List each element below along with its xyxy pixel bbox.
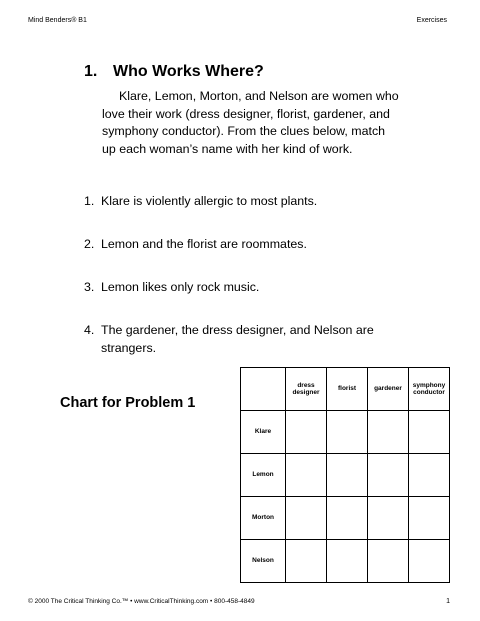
clue-number: 1. (84, 194, 95, 208)
grid-cell[interactable] (286, 411, 327, 454)
grid-row (241, 454, 450, 497)
problem-title-text: Who Works Where? (113, 63, 264, 80)
grid-row (241, 540, 450, 583)
clue-item (84, 322, 404, 357)
grid-cell[interactable] (409, 540, 450, 583)
grid-corner (241, 368, 286, 411)
grid-cell[interactable] (327, 497, 368, 540)
clue-item (84, 236, 404, 254)
row-header-nelson: Nelson (241, 540, 286, 583)
row-header-morton: Morton (241, 497, 286, 540)
grid-header-row (241, 368, 450, 411)
column-header-florist: florist (327, 368, 368, 411)
logic-grid (240, 367, 450, 583)
grid-cell[interactable] (286, 540, 327, 583)
grid-cell[interactable] (327, 454, 368, 497)
problem-intro: Klare, Lemon, Morton, and Nelson are women who love their work (dress designer, florist, gardener, and symphony conductor). From the clues below, match up each woman’s name with her kind of work. (102, 89, 399, 157)
grid-cell[interactable] (368, 411, 409, 454)
grid-cell[interactable] (327, 540, 368, 583)
clue-item (84, 193, 404, 211)
clue-text: The gardener, the dress designer, and Nelson are strangers. (101, 323, 374, 355)
row-header-klare: Klare (241, 411, 286, 454)
row-header-lemon: Lemon (241, 454, 286, 497)
clue-item (84, 279, 404, 297)
grid-row (241, 411, 450, 454)
clue-text: Lemon and the florist are roommates. (101, 237, 307, 251)
column-header-gardener: gardener (368, 368, 409, 411)
clue-number: 3. (84, 280, 95, 294)
clue-text: Klare is violently allergic to most plants. (101, 194, 318, 208)
clue-text: Lemon likes only rock music. (101, 280, 260, 294)
grid-cell[interactable] (286, 497, 327, 540)
header-section: Exercises (416, 17, 447, 24)
grid-cell[interactable] (409, 411, 450, 454)
column-header-symphony-conductor: symphony conductor (409, 368, 450, 411)
clue-number: 2. (84, 237, 95, 251)
grid-cell[interactable] (368, 454, 409, 497)
header-book-title: Mind Benders® B1 (28, 17, 87, 24)
grid-cell[interactable] (409, 497, 450, 540)
grid-cell[interactable] (368, 497, 409, 540)
grid-row (241, 497, 450, 540)
footer-copyright: © 2000 The Critical Thinking Co.™ • www.CriticalThinking.com • 800-458-4849 (28, 598, 255, 605)
grid-cell[interactable] (327, 411, 368, 454)
grid-cell[interactable] (286, 454, 327, 497)
page-number: 1 (446, 598, 450, 605)
problem-title (84, 62, 264, 82)
chart-title: Chart for Problem 1 (60, 395, 196, 411)
grid-cell[interactable] (368, 540, 409, 583)
column-header-dress-designer: dress designer (286, 368, 327, 411)
clue-number: 4. (84, 323, 95, 337)
grid-cell[interactable] (409, 454, 450, 497)
problem-number: 1. (84, 63, 98, 80)
